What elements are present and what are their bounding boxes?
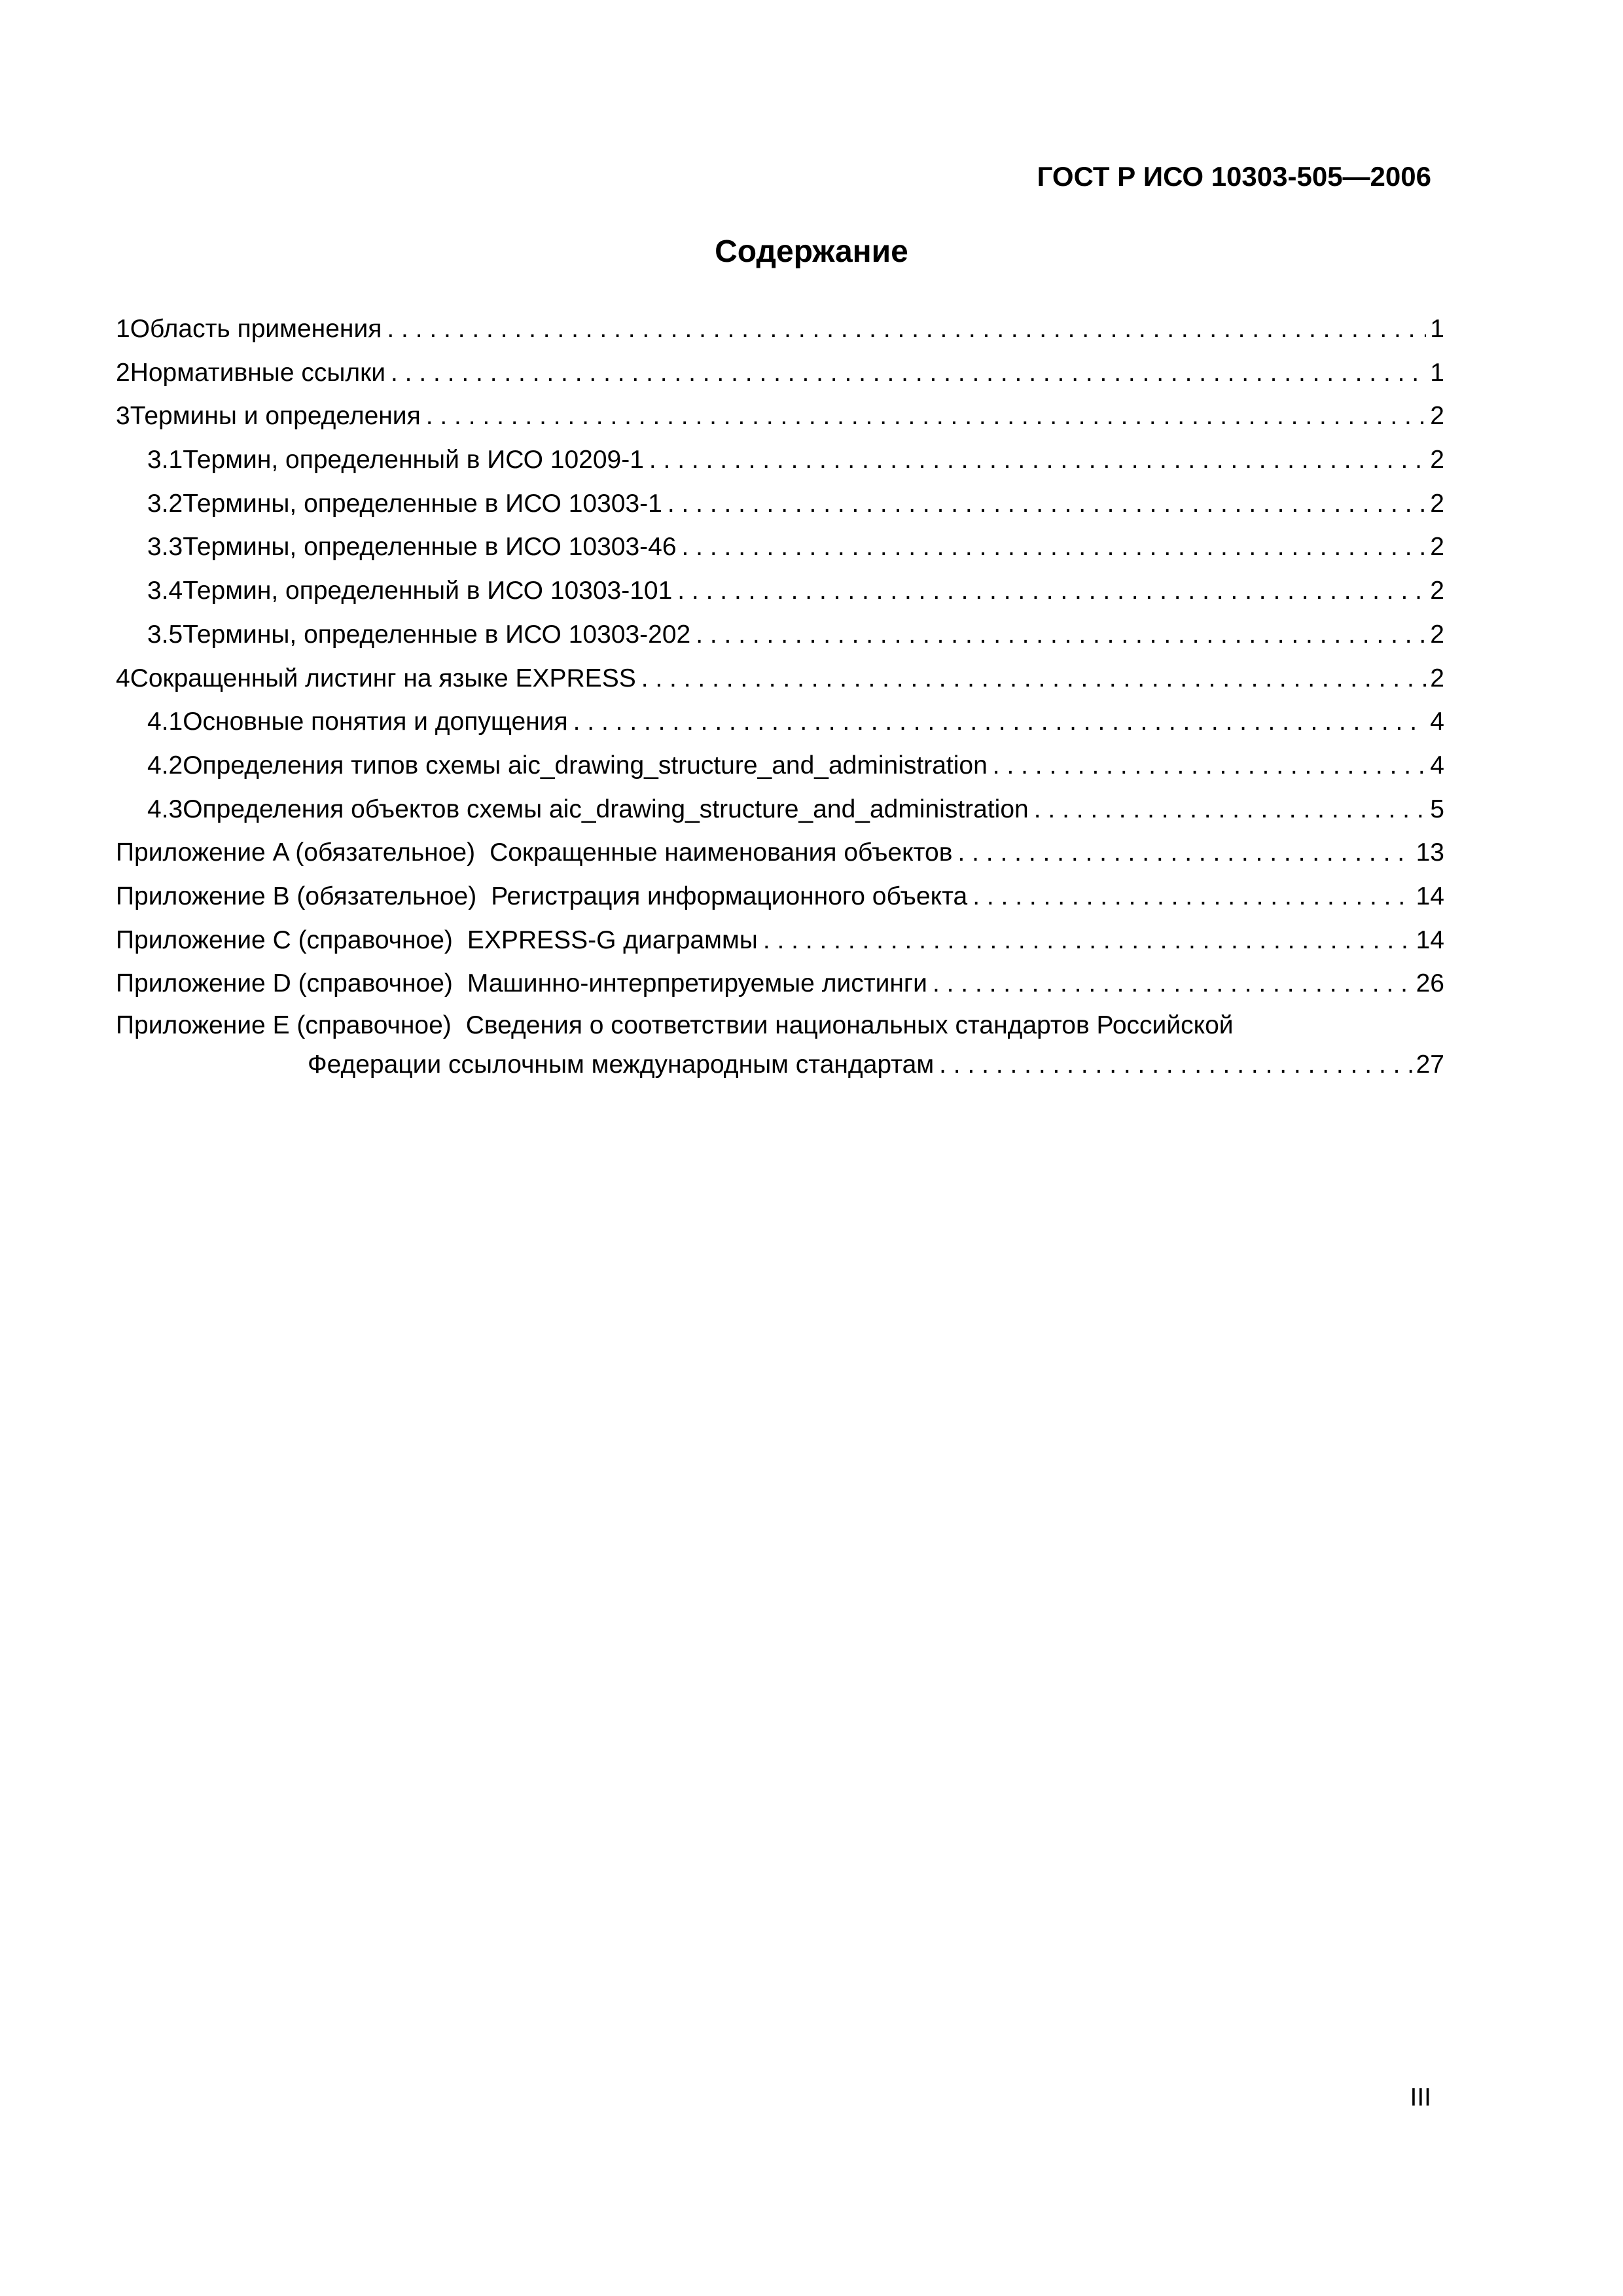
toc-entry-page: 2 — [1430, 402, 1444, 431]
toc-entry-title: Термин, определенный в ИСО 10209-1 — [183, 446, 644, 475]
toc-entry-number: 3.5 — [147, 620, 183, 649]
toc-entry-page: 14 — [1416, 925, 1444, 954]
toc-entry-page: 2 — [1430, 533, 1444, 562]
toc-entry-page: 14 — [1416, 882, 1444, 910]
toc-subentry[interactable] — [116, 613, 1444, 657]
toc-entry-page: 2 — [1430, 620, 1444, 649]
toc-appendix-entry[interactable] — [116, 875, 1444, 919]
appendix-label: Приложение E (справочное) — [116, 1011, 452, 1039]
toc-subentry[interactable] — [116, 788, 1444, 832]
toc-entry-page: 1 — [1430, 315, 1444, 343]
toc-entry-title: Термины, определенные в ИСО 10303-202 — [183, 620, 691, 649]
toc-entry[interactable] — [116, 657, 1444, 701]
toc-entry-number: 1 — [116, 315, 130, 343]
dot-leader — [988, 744, 1427, 788]
dot-leader — [1029, 788, 1427, 832]
dot-leader — [952, 831, 1412, 875]
toc-entry-title: Термины, определенные в ИСО 10303-1 — [183, 489, 662, 518]
toc-entry-page: 5 — [1430, 795, 1444, 823]
toc-subentry[interactable] — [116, 569, 1444, 613]
dot-leader — [382, 308, 1426, 351]
toc-entry-title: Сокращенные наименования объектов — [490, 838, 953, 867]
toc-entry-page: 2 — [1430, 489, 1444, 518]
toc-subentry[interactable] — [116, 526, 1444, 569]
toc-entry-page: 4 — [1430, 751, 1444, 780]
document-code: ГОСТ Р ИСО 10303-505—2006 — [1037, 161, 1431, 192]
toc-entry[interactable] — [116, 395, 1444, 439]
toc-entry-page: 2 — [1430, 446, 1444, 475]
appendix-label: Приложение D (справочное) — [116, 969, 453, 998]
toc-entry-page: 26 — [1416, 969, 1444, 998]
toc-entry-page: 1 — [1430, 358, 1444, 387]
toc-entry-title-line1: Сведения о соответствии национальных стандартов Российской — [465, 1011, 1234, 1039]
toc-entry-page: 2 — [1430, 664, 1444, 692]
dot-leader — [967, 875, 1412, 919]
toc-entry-title: Машинно-интерпретируемые листинги — [467, 969, 927, 998]
appendix-label: Приложение C (справочное) — [116, 925, 453, 954]
toc-entry-title: Область применения — [130, 315, 382, 343]
toc-entry-title-line2: Федерации ссылочным международным стандартам — [308, 1050, 935, 1079]
toc-entry-title: Термин, определенный в ИСО 10303-101 — [183, 577, 673, 605]
toc-subentry[interactable] — [116, 482, 1444, 526]
toc-subentry[interactable] — [116, 439, 1444, 482]
dot-leader — [934, 1045, 1412, 1085]
page-number: III — [1410, 2083, 1431, 2111]
toc-entry-number: 4.2 — [147, 751, 183, 780]
toc-entry[interactable] — [116, 308, 1444, 351]
toc-entry-title: Определения объектов схемы aic_drawing_structure_and_administration — [183, 795, 1029, 823]
table-of-contents — [116, 308, 1444, 1091]
toc-entry-page: 27 — [1416, 1050, 1444, 1079]
toc-entry-title: Нормативные ссылки — [130, 358, 385, 387]
dot-leader — [677, 526, 1427, 569]
toc-title: Содержание — [715, 234, 908, 269]
toc-entry-title: Определения типов схемы aic_drawing_structure_and_administration — [183, 751, 988, 780]
appendix-label: Приложение B (обязательное) — [116, 882, 477, 910]
toc-appendix-entry[interactable] — [116, 919, 1444, 963]
toc-entry-number: 2 — [116, 358, 130, 387]
toc-appendix-entry[interactable] — [116, 962, 1444, 1006]
dot-leader — [662, 482, 1426, 526]
toc-entry-number: 3.2 — [147, 489, 183, 518]
toc-entry-number: 3.3 — [147, 533, 183, 562]
toc-entry-title: Регистрация информационного объекта — [491, 882, 968, 910]
toc-entry-title: EXPRESS-G диаграммы — [467, 925, 758, 954]
toc-entry-number: 3 — [116, 402, 130, 431]
toc-entry-title: Основные понятия и допущения — [183, 708, 568, 736]
toc-subentry[interactable] — [116, 744, 1444, 788]
toc-subentry[interactable] — [116, 700, 1444, 744]
dot-leader — [927, 962, 1412, 1006]
dot-leader — [758, 919, 1412, 963]
toc-entry-number: 4.1 — [147, 708, 183, 736]
toc-entry-number: 3.1 — [147, 446, 183, 475]
dot-leader — [644, 439, 1426, 482]
toc-entry-number: 4.3 — [147, 795, 183, 823]
appendix-label: Приложение A (обязательное) — [116, 838, 476, 867]
dot-leader — [421, 395, 1427, 439]
toc-appendix-entry[interactable] — [116, 1006, 1444, 1091]
toc-entry-number: 4 — [116, 664, 130, 692]
toc-entry-title: Сокращенный листинг на языке EXPRESS — [130, 664, 636, 692]
dot-leader — [636, 657, 1427, 701]
dot-leader — [568, 700, 1427, 744]
toc-appendix-entry[interactable] — [116, 831, 1444, 875]
toc-entry-page: 13 — [1416, 838, 1444, 867]
toc-entry-page: 4 — [1430, 708, 1444, 736]
toc-entry[interactable] — [116, 351, 1444, 395]
dot-leader — [672, 569, 1426, 613]
toc-entry-title: Термины, определенные в ИСО 10303-46 — [183, 533, 677, 562]
dot-leader — [690, 613, 1426, 657]
toc-entry-number: 3.4 — [147, 577, 183, 605]
toc-entry-page: 2 — [1430, 577, 1444, 605]
toc-entry-title: Термины и определения — [130, 402, 421, 431]
dot-leader — [385, 351, 1426, 395]
